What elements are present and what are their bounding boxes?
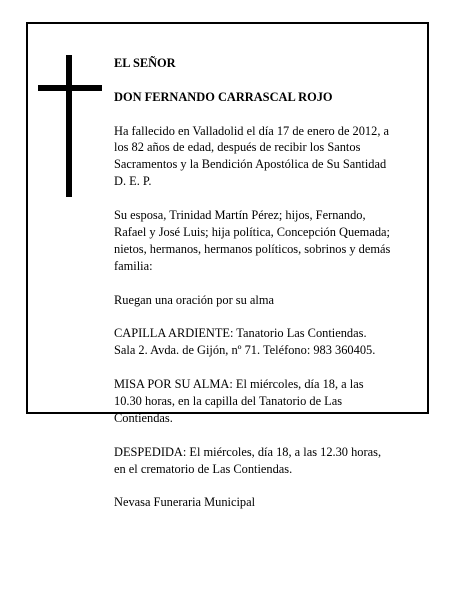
cross-vertical-bar <box>66 55 72 197</box>
cross-horizontal-bar <box>38 85 102 91</box>
farewell-info: DESPEDIDA: El miércoles, día 18, a las 12.30 horas, en el crematorio de Las Contiendas. <box>114 444 382 476</box>
obituary-text <box>114 38 426 528</box>
obituary-heading: EL SEÑOR <box>114 55 176 70</box>
mass-info: MISA POR SU ALMA: El miércoles, día 18, a las 10.30 horas, en la capilla del Tanatorio de Las Contiendas. <box>114 377 364 425</box>
cross-icon <box>38 55 102 197</box>
deceased-name: DON FERNANDO CARRASCAL ROJO <box>114 89 333 104</box>
prayer-request: Ruegan una oración por su alma <box>114 292 274 307</box>
funeral-home: Nevasa Funeraria Municipal <box>114 495 256 510</box>
family-list: Su esposa, Trinidad Martín Pérez; hijos, Fernando, Rafael y José Luis; hija política, Concepción Quemada; nietos, hermanos, hermanos políticos, sobrinos y demás familia: <box>114 208 391 273</box>
death-announcement: Ha fallecido en Valladolid el día 17 de enero de 2012, a los 82 años de edad, después de recibir los Santos Sacramentos y la Bendición Apostólica de Su Santidad D. E. P. <box>114 123 390 189</box>
chapel-info: CAPILLA ARDIENTE: Tanatorio Las Contiendas. Sala 2. Avda. de Gijón, nº 71. Teléfono: 983 360405. <box>114 326 376 358</box>
